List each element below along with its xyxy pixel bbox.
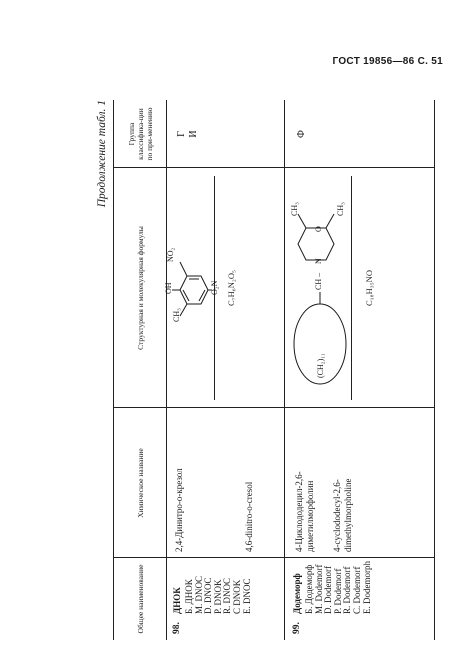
synonym: R. DNOC: [222, 577, 233, 614]
synonym: C DNOK: [231, 579, 242, 614]
row-99-chem-en: 4-cyclododecyl-2,6-dimethylmorpholine: [332, 478, 353, 552]
label-o: O: [314, 226, 323, 232]
synonym: D. DNOC: [203, 577, 214, 614]
row-98-number: 98.: [172, 622, 182, 634]
header-chemical-name: Химическое название: [135, 448, 145, 518]
group-letter: Г: [176, 131, 187, 137]
column-divider: [114, 407, 434, 408]
synonym: М. DNOC: [193, 575, 204, 614]
row-98-chem-en: 4,6-dinitro-o-cresol: [244, 481, 254, 552]
row-98-chem-ru: 2,4-Динитро-о-крезол: [174, 468, 184, 552]
label-ch: CH –: [314, 272, 323, 290]
synonym: Б. ДНОК: [184, 579, 194, 614]
row-99-formula: C₁₈H₃₅NO: [364, 270, 374, 306]
synonym: R. Dodemorf: [342, 566, 353, 614]
row-99-number: 99.: [292, 622, 302, 634]
continuation-caption: Продолжение табл. 1: [96, 100, 108, 208]
label-oh: OH: [164, 282, 173, 294]
synonym: P. Dodemorf: [332, 568, 343, 614]
row-divider: [284, 100, 285, 640]
label-no2: NO₂: [166, 247, 175, 262]
row-99-chem-ru: 4-Циклододецил-2,6-диметилморфолин: [294, 471, 315, 552]
row-98-group: [176, 100, 200, 168]
synonym: E. Dodemorph: [361, 561, 372, 614]
synonym: C. Dodemorf: [351, 566, 362, 614]
label-n: N: [314, 258, 323, 264]
synonym: Б. Додеморф: [304, 564, 314, 614]
bond-no2: [180, 262, 187, 276]
label-ch3-b: CH₃: [336, 202, 345, 216]
row-99-group: [296, 100, 308, 168]
dnoc-structure: [168, 176, 214, 400]
row-98-formula: C₇H₆N₂O₅: [226, 270, 236, 306]
benzene-ring: [180, 276, 208, 304]
row-99-synonyms: [305, 561, 372, 614]
group-letter: И: [188, 130, 199, 138]
morpholine-ring: [298, 228, 334, 260]
row-99-name: Додеморф: [292, 573, 302, 614]
label-ch3-a: CH₃: [290, 202, 299, 216]
group-letter: Ф: [296, 130, 307, 138]
table-header-row: [114, 100, 167, 640]
header-group: Группа классифика-ции по при-менению: [126, 107, 154, 161]
synonym: P. DNOK: [212, 579, 223, 614]
column-divider: [114, 167, 434, 168]
label-ch3: CH₃: [172, 308, 181, 322]
page-header: ГОСТ 19856—86 С. 51: [332, 56, 443, 67]
column-divider: [114, 557, 434, 558]
synonym: М. Dodemorf: [313, 564, 324, 614]
header-common-name: Общее наименование: [135, 564, 145, 634]
double-bond: [199, 290, 205, 301]
formula-divider: [351, 176, 352, 400]
double-bond: [183, 290, 189, 301]
row-98-synonyms: [185, 576, 252, 614]
synonym: E. DNOC: [241, 578, 252, 614]
row-98-name: ДНОК: [172, 587, 182, 614]
label-o2n: O₂N: [210, 280, 219, 295]
label-ring: (CH₂)₁₁: [316, 353, 325, 378]
header-structure: Структурная и молекулярная формулы: [135, 226, 145, 350]
bond-ch3-b: [326, 214, 334, 228]
bond-ch3-a: [298, 214, 306, 228]
synonym: D. Dodemorf: [323, 566, 334, 614]
classification-table: [113, 100, 435, 640]
rotated-table-block: [93, 100, 433, 640]
